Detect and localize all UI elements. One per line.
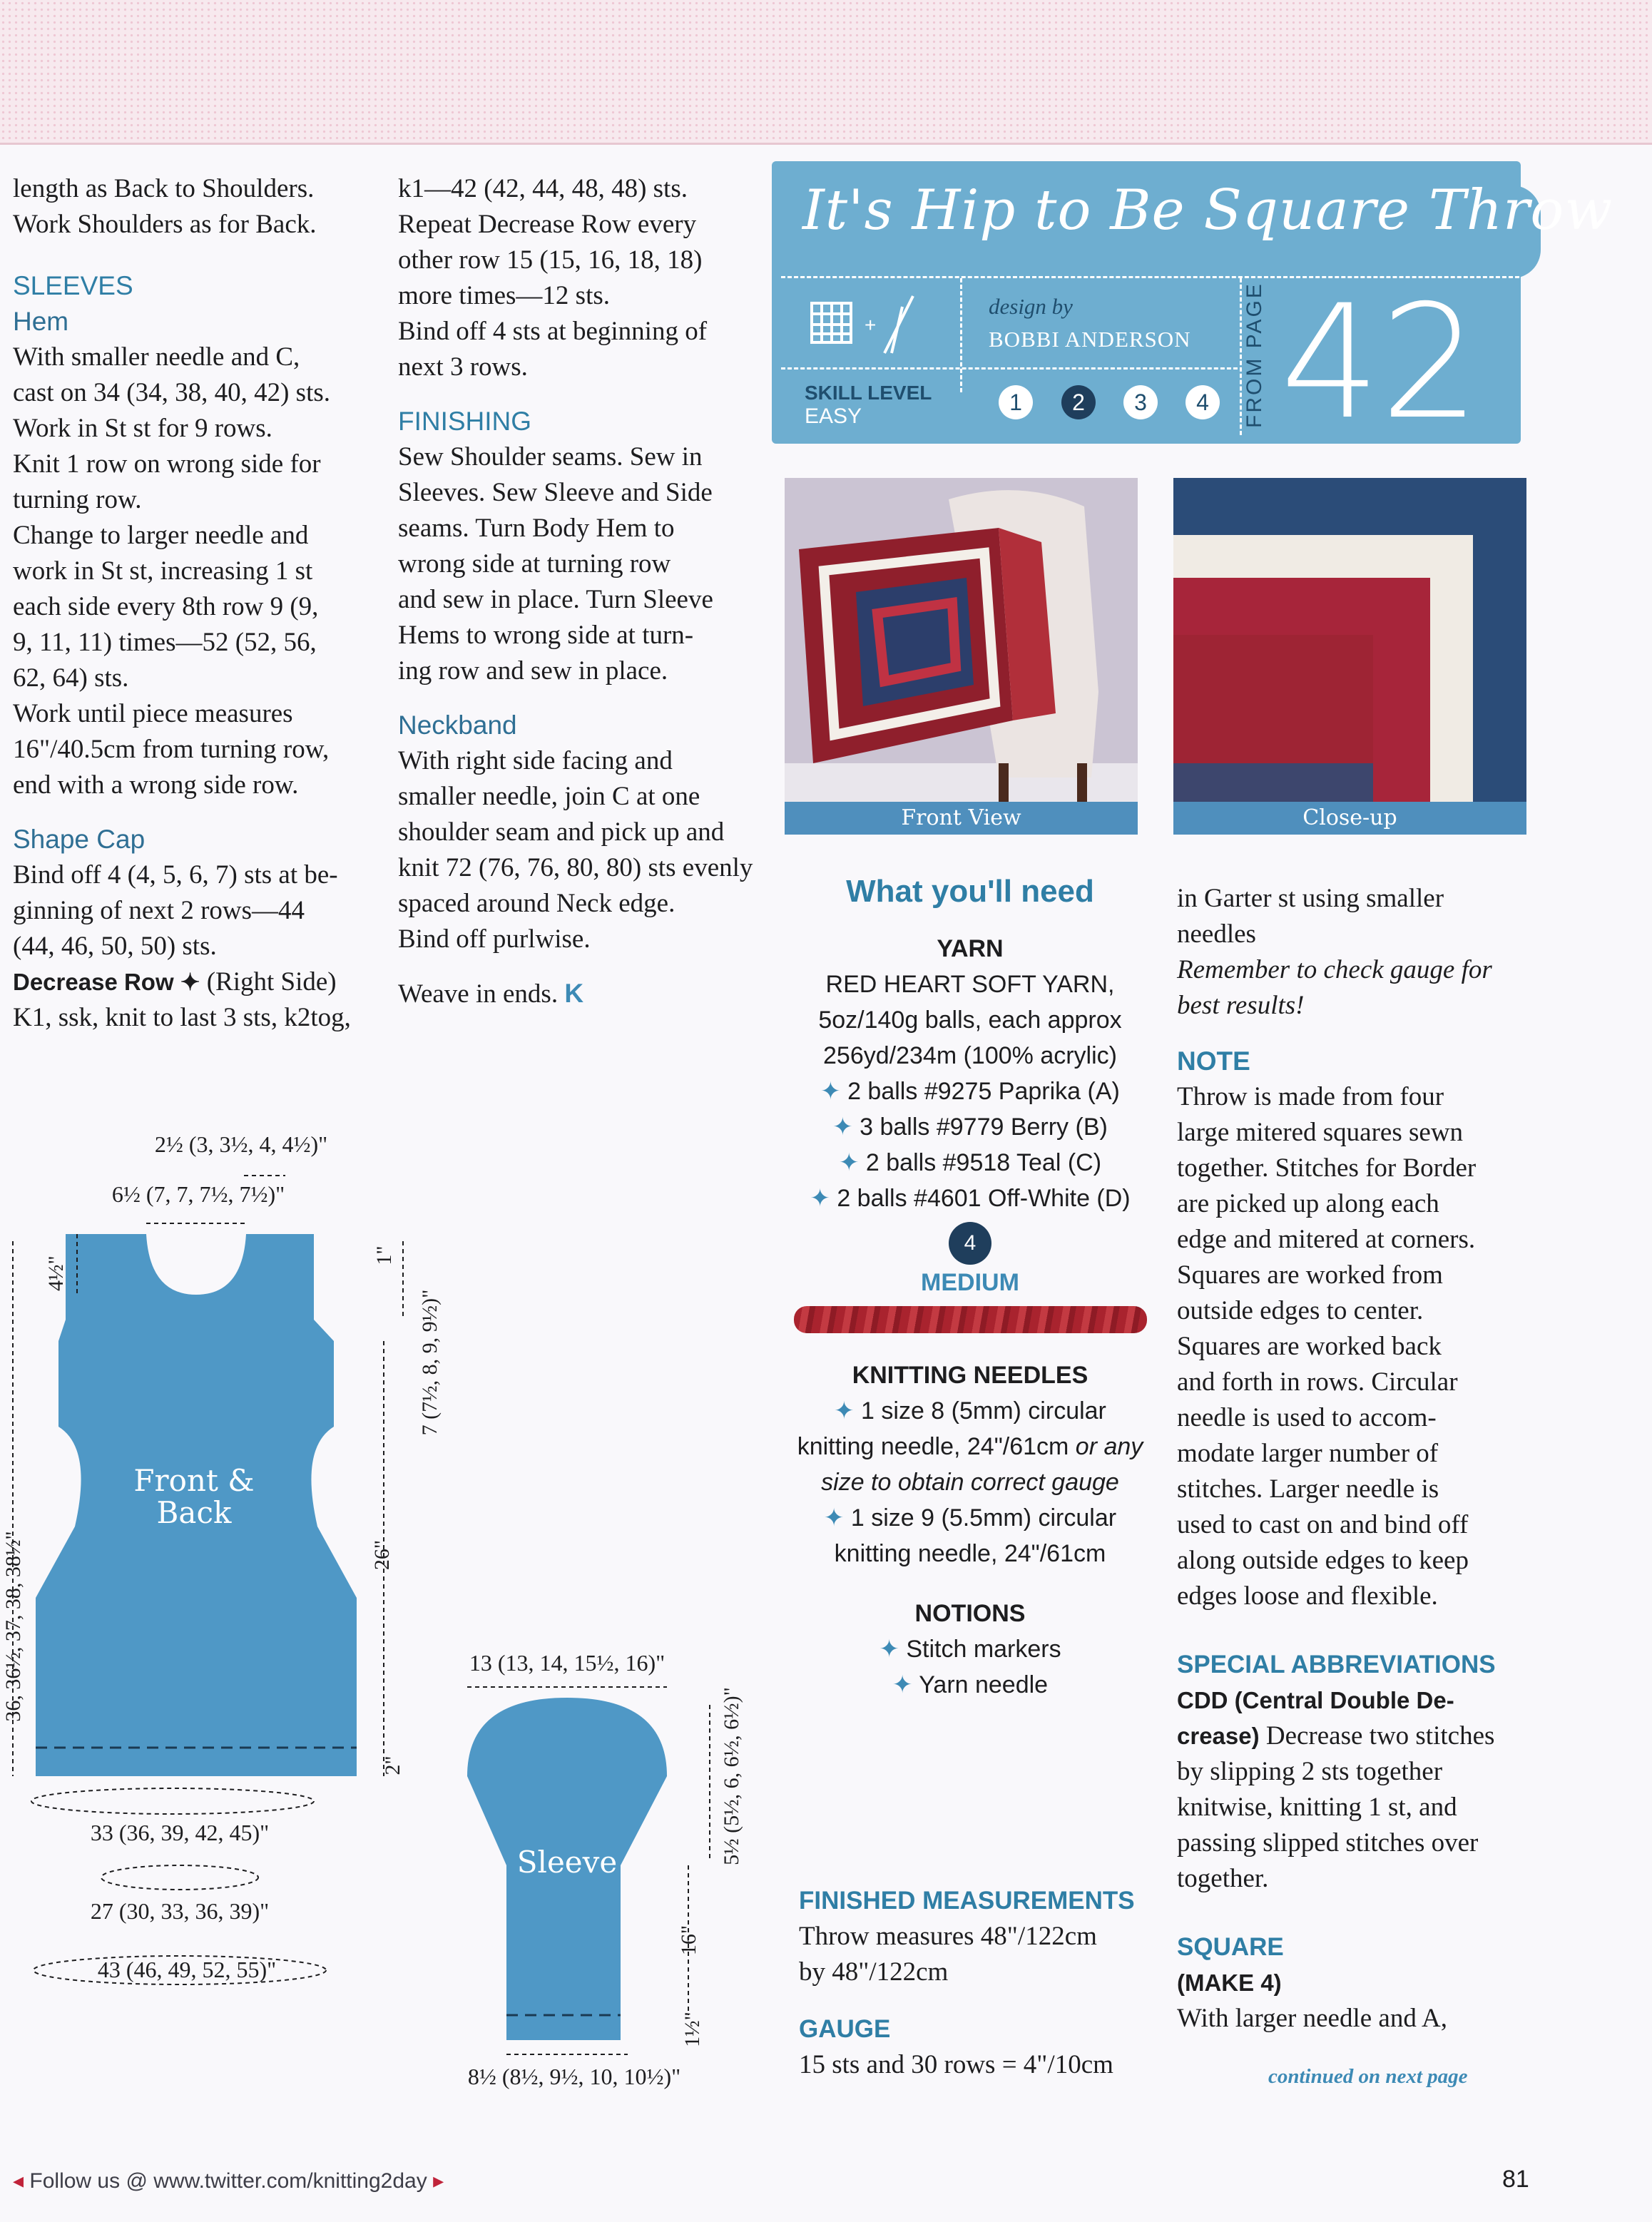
yarn-line: 5oz/140g balls, each approx <box>818 1006 1122 1034</box>
bullet-icon: ✦ <box>810 1185 830 1212</box>
twitter-mark-icon: ▸ <box>433 2169 444 2193</box>
sub-heading-shape-cap: Shape Cap <box>13 825 146 854</box>
text-line: more times—12 sts. <box>398 281 611 310</box>
dim-16: 16" <box>677 1925 700 1956</box>
text-line: and sew in place. Turn Sleeve <box>398 585 713 614</box>
cdd-text: Decrease two stitches <box>1259 1721 1495 1750</box>
note-line: edge and mitered at corners. <box>1177 1225 1476 1254</box>
abbreviations-heading: SPECIAL ABBREVIATIONS <box>1177 1651 1496 1678</box>
yarn-weight-icon: 4 <box>949 1222 991 1265</box>
close-up-illustration <box>1173 478 1526 835</box>
gauge-reminder: Remember to check gauge for <box>1177 955 1492 984</box>
dim-2: 2" <box>381 1755 404 1775</box>
cdd-line: knitwise, knitting 1 st, and <box>1177 1793 1457 1822</box>
gauge-reminder: best results! <box>1177 991 1305 1020</box>
note-line: large mitered squares sewn <box>1177 1118 1464 1147</box>
bullet-icon: ✦ <box>838 1149 860 1176</box>
svg-text:+: + <box>865 314 877 336</box>
sub-heading-hem: Hem <box>13 307 69 336</box>
dim-1half: 1½" <box>680 2012 704 2047</box>
from-page-number: 42 <box>1280 271 1480 454</box>
text-line: Bind off 4 sts at beginning of <box>398 317 708 346</box>
text-line: each side every 8th row 9 (9, <box>13 592 319 621</box>
finished-line: by 48"/122cm <box>799 1957 949 1987</box>
needle-line: 1 size 9 (5.5mm) circular <box>850 1504 1117 1532</box>
front-view-caption: Front View <box>785 802 1138 835</box>
footer-text[interactable]: Follow us @ www.twitter.com/knitting2day <box>29 2169 427 2193</box>
dim-one: 1" <box>372 1245 396 1265</box>
yarn-color: 3 balls #9779 Berry (B) <box>860 1113 1108 1141</box>
weave-text: Weave in ends. <box>398 979 559 1009</box>
text-line: shoulder seam and pick up and <box>398 817 725 847</box>
text-line: Sew Shoulder seams. Sew in <box>398 442 703 472</box>
text-line: Bind off purlwise. <box>398 924 591 954</box>
text-line: Sleeves. Sew Sleeve and Side <box>398 478 713 507</box>
square-sub: (MAKE 4) <box>1177 1969 1282 1996</box>
front-label-2: Back <box>156 1495 232 1530</box>
front-view-photo <box>785 478 1138 835</box>
continued-note: continued on next page <box>1268 2065 1468 2088</box>
gauge-line: 15 sts and 30 rows = 4"/10cm <box>799 2050 1113 2079</box>
note-line: modate larger number of <box>1177 1439 1439 1468</box>
sleeve-label: Sleeve <box>516 1845 618 1880</box>
dim-ellipse <box>31 1788 314 1814</box>
level-3-badge: 3 <box>1123 385 1158 419</box>
bullet-icon: ✦ <box>823 1504 845 1532</box>
text-line: 16"/40.5cm from turning row, <box>13 735 330 764</box>
dim-armhole: 7 (7½, 8, 9, 9½)" <box>418 1289 442 1436</box>
notion-item: Stitch markers <box>906 1636 1061 1663</box>
decrease-row-label: Decrease Row ✦ <box>13 969 200 995</box>
text-line: in Garter st using smaller <box>1177 884 1444 913</box>
text-line: needles <box>1177 919 1256 949</box>
note-line: Squares are worked back <box>1177 1332 1442 1361</box>
text-line: seams. Turn Body Hem to <box>398 514 675 543</box>
design-by-label: design by <box>989 294 1073 319</box>
yarn-color: 2 balls #9275 Paprika (A) <box>847 1078 1120 1105</box>
bullet-icon: ✦ <box>820 1078 841 1105</box>
square-heading: SQUARE <box>1177 1933 1284 1961</box>
text-line: spaced around Neck edge. <box>398 889 675 918</box>
needles-heading: KNITTING NEEDLES <box>852 1362 1088 1389</box>
section-heading-finishing: FINISHING <box>398 407 532 436</box>
top-pattern-band <box>0 0 1652 145</box>
text-line: 62, 64) sts. <box>13 663 129 693</box>
text-line: k1—42 (42, 44, 48, 48) sts. <box>398 174 688 203</box>
text-line: knit 72 (76, 76, 80, 80) sts evenly <box>398 853 753 882</box>
text-line: next 3 rows. <box>398 352 528 382</box>
column-2 <box>398 171 769 1012</box>
yarn-line: RED HEART SOFT YARN, <box>825 971 1115 998</box>
text-line: end with a wrong side row. <box>13 770 299 800</box>
text-line: Work until piece measures <box>13 699 293 728</box>
dim-26: 26" <box>370 1539 394 1571</box>
close-up-photo <box>1173 478 1526 835</box>
text-line: cast on 34 (34, 38, 40, 42) sts. <box>13 378 330 407</box>
note-line: together. Stitches for Border <box>1177 1153 1477 1183</box>
text-line: 9, 11, 11) times—52 (52, 56, <box>13 628 317 657</box>
column-1 <box>13 171 384 1036</box>
note-line: Squares are worked from <box>1177 1260 1443 1290</box>
needle-line: knitting needle, 24"/61cm <box>797 1433 1069 1460</box>
dim-neck: 4½" <box>44 1255 68 1291</box>
text-line: wrong side at turning row <box>398 549 671 579</box>
skill-level-label: SKILL LEVEL <box>805 382 932 404</box>
level-1-badge: 1 <box>999 385 1033 419</box>
text-line: Knit 1 row on wrong side for <box>13 449 321 479</box>
twitter-mark-icon: ◂ <box>13 2169 24 2193</box>
tag-divider <box>1240 278 1242 435</box>
tag-divider <box>960 278 962 392</box>
yarn-weight-label: MEDIUM <box>921 1269 1019 1296</box>
level-2-badge: 2 <box>1061 385 1096 419</box>
note-line: Throw is made from four <box>1177 1082 1444 1111</box>
schematic-diagram <box>0 1127 777 2097</box>
materials-title: What you'll need <box>846 874 1094 909</box>
needle-line: knitting needle, 24"/61cm <box>834 1540 1106 1567</box>
tag-divider <box>781 367 1238 370</box>
notions-heading: NOTIONS <box>914 1600 1026 1627</box>
dim-ellipse <box>101 1865 258 1890</box>
note-line: outside edges to center. <box>1177 1296 1424 1325</box>
cdd-line: together. <box>1177 1864 1269 1893</box>
dim-43: 43 (46, 49, 52, 55)" <box>97 1957 277 1982</box>
note-line: edges loose and flexible. <box>1177 1581 1438 1611</box>
text-line: K1, ssk, knit to last 3 sts, k2tog, <box>13 1003 351 1032</box>
yarn-heading: YARN <box>937 935 1004 962</box>
dim-33: 33 (36, 39, 42, 45)" <box>90 1820 270 1845</box>
sub-heading-neckband: Neckband <box>398 710 517 740</box>
materials-section <box>785 874 1156 1703</box>
finished-heading: FINISHED MEASUREMENTS <box>799 1887 1135 1915</box>
cdd-term: CDD (Central Double De- <box>1177 1687 1454 1713</box>
note-line: along outside edges to keep <box>1177 1546 1469 1575</box>
yarn-color: 2 balls #9518 Teal (C) <box>865 1149 1102 1176</box>
yarn-line: 256yd/234m (100% acrylic) <box>823 1042 1117 1069</box>
cdd-line: by slipping 2 sts together <box>1177 1757 1443 1786</box>
text-line: work in St st, increasing 1 st <box>13 556 313 586</box>
dim-27: 27 (30, 33, 36, 39)" <box>90 1898 270 1924</box>
text-line: Change to larger needle and <box>13 521 309 550</box>
note-line: stitches. Larger needle is <box>1177 1474 1439 1504</box>
note-line: are picked up along each <box>1177 1189 1439 1218</box>
footer-twitter <box>13 2169 444 2193</box>
end-mark-icon: K <box>564 979 584 1008</box>
note-line: used to cast on and bind off <box>1177 1510 1469 1539</box>
page-number: 81 <box>1502 2166 1529 2193</box>
section-heading-sleeves: SLEEVES <box>13 271 133 300</box>
text-line: length as Back to Shoulders. <box>13 174 315 203</box>
gauge-heading: GAUGE <box>799 2015 891 2043</box>
text-line: ing row and sew in place. <box>398 656 668 686</box>
finished-line: Throw measures 48"/122cm <box>799 1922 1097 1951</box>
skill-level-value: EASY <box>805 404 862 428</box>
dim-sleeve-top: 13 (13, 14, 15½, 16)" <box>469 1650 666 1676</box>
text-line: Hems to wrong side at turn- <box>398 621 694 650</box>
text-line: Bind off 4 (4, 5, 6, 7) sts at be- <box>13 860 338 890</box>
yarn-color: 2 balls #4601 Off-White (D) <box>837 1185 1131 1212</box>
level-4-badge: 4 <box>1186 385 1220 419</box>
cdd-term: crease) <box>1177 1723 1260 1749</box>
dim-sleeve-bottom: 8½ (8½, 9½, 10, 10½)" <box>467 2064 681 2089</box>
text-line: smaller needle, join C at one <box>398 782 700 811</box>
bullet-icon: ✦ <box>832 1113 853 1141</box>
text-line: ginning of next 2 rows—44 <box>13 896 305 925</box>
dim-cap: 5½ (5½, 6, 6½, 6½)" <box>720 1687 743 1865</box>
text-line: turning row. <box>13 485 142 514</box>
needle-line: size to obtain correct gauge <box>821 1469 1119 1496</box>
front-label-1: Front & <box>133 1463 255 1498</box>
note-line: and forth in rows. Circular <box>1177 1367 1458 1397</box>
column-4 <box>1177 881 1548 2037</box>
finished-measurements-section <box>799 1883 1170 2083</box>
designer-name: BOBBI ANDERSON <box>989 327 1191 352</box>
square-line: With larger needle and A, <box>1177 2004 1447 2033</box>
dim-top-1: 2½ (3, 3½, 4, 4½)" <box>154 1131 328 1157</box>
bullet-icon: ✦ <box>834 1397 855 1425</box>
needle-line: 1 size 8 (5mm) circular <box>861 1397 1106 1425</box>
note-heading: NOTE <box>1177 1046 1250 1076</box>
text-line: Work Shoulders as for Back. <box>13 210 317 239</box>
text-line: With right side facing and <box>398 746 673 775</box>
decrease-row-side: (Right Side) <box>200 967 337 997</box>
dim-top-2: 6½ (7, 7, 7½, 7½)" <box>111 1181 285 1207</box>
needle-line-italic: or any <box>1069 1433 1143 1460</box>
text-line: (44, 46, 50, 50) sts. <box>13 932 217 961</box>
chair-blanket-illustration <box>785 478 1138 835</box>
notion-item: Yarn needle <box>919 1671 1049 1698</box>
bullet-icon: ✦ <box>892 1671 913 1698</box>
cdd-line: passing slipped stitches over <box>1177 1828 1479 1857</box>
text-line: Repeat Decrease Row every <box>398 210 697 239</box>
yarn-strand-swatch <box>794 1306 1147 1333</box>
text-line: other row 15 (15, 16, 18, 18) <box>398 245 703 275</box>
close-up-caption: Close-up <box>1173 802 1526 835</box>
text-line: Work in St st for 9 rows. <box>13 414 272 443</box>
pattern-title: It's Hip to Be Square Throw <box>802 178 1613 243</box>
text-line: With smaller needle and C, <box>13 342 300 372</box>
dim-left: 36, 36½, 37, 38, 38½" <box>1 1531 25 1722</box>
bullet-icon: ✦ <box>879 1636 899 1663</box>
knitting-needles-icon <box>806 292 949 357</box>
note-line: needle is used to accom- <box>1177 1403 1437 1432</box>
from-page-label: FROM PAGE <box>1243 282 1266 428</box>
